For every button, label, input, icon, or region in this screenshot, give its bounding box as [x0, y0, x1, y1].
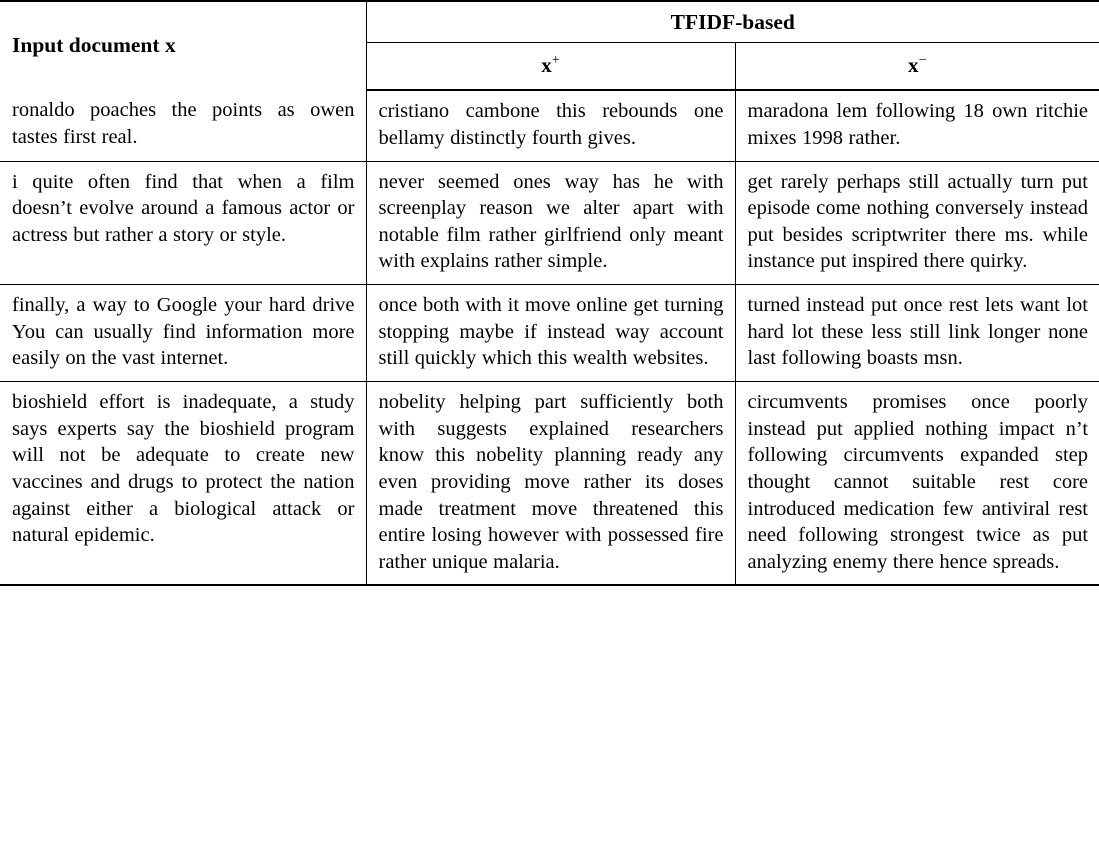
cell-text: nobelity helping part sufficiently both with suggests explained researchers know this nobelity planning ready any even providing move rather its doses made treatment move threatened this entire losing however with possessed fire rather unique malaria.: [378, 391, 724, 573]
header-input-document-variable: x: [164, 33, 176, 58]
table-row: [0, 285, 1099, 382]
table-row: [0, 90, 1099, 161]
cell-text: circumvents promises once poorly instead put applied nothing impact n’t following circumvents expanded step thought cannot suitable rest core introduced medication few antiviral rest need following strongest twice as put analyzing enemy there hence spreads.: [747, 391, 1089, 573]
cell-text: turned instead put once rest lets want lot hard lot these less still link longer none last following boasts msn.: [747, 294, 1089, 370]
header-row-group: [0, 1, 1099, 42]
header-negative-sign: −: [918, 51, 927, 68]
cell-text: maradona lem following 18 own ritchie mixes 1998 rather.: [747, 100, 1089, 149]
cell-negative-example: [735, 285, 1099, 382]
cell-text: bioshield effort is inadequate, a study says experts say the bioshield program will not be adequate to create new vaccines and drugs to protect the nation against either a biological attack or natural epidemic.: [12, 391, 355, 547]
cell-input-document: [0, 382, 366, 586]
header-positive-example: [366, 42, 735, 90]
cell-negative-example: [735, 90, 1099, 161]
cell-negative-example: [735, 161, 1099, 285]
header-negative-example: [735, 42, 1099, 90]
cell-text: ronaldo poaches the points as owen tastes first real.: [12, 99, 355, 148]
table-row: [0, 382, 1099, 586]
cell-positive-example: [366, 90, 735, 161]
cell-text: finally, a way to Google your hard drive You can usually find information more easily on the vast internet.: [12, 294, 355, 370]
header-input-document: [0, 1, 366, 90]
header-tfidf-group: TFIDF-based: [366, 1, 1099, 42]
cell-text: i quite often find that when a film doesn’t evolve around a famous actor or actress but rather a story or style.: [12, 170, 355, 246]
cell-input-document: [0, 161, 366, 285]
cell-text: never seemed ones way has he with screenplay reason we alter apart with notable film rather girlfriend only meant with explains rather simple.: [378, 170, 724, 273]
table-body: [0, 90, 1099, 585]
cell-positive-example: [366, 161, 735, 285]
cell-input-document: [0, 90, 366, 161]
cell-text: cristiano cambone this rebounds one bellamy distinctly fourth gives.: [378, 100, 724, 149]
cell-negative-example: [735, 382, 1099, 586]
header-input-document-text: Input document: [12, 33, 160, 58]
table-row: [0, 161, 1099, 285]
cell-text: once both with it move online get turning stopping maybe if instead way account still quickly which this wealth websites.: [378, 294, 724, 370]
cell-text: get rarely perhaps still actually turn put episode come nothing conversely instead put besides scriptwriter there ms. while instance put inspired there quirky.: [747, 170, 1089, 273]
header-positive-variable: x: [541, 52, 552, 77]
table-header: [0, 1, 1099, 90]
cell-input-document: [0, 285, 366, 382]
cell-positive-example: [366, 382, 735, 586]
header-positive-sign: +: [551, 51, 560, 68]
header-negative-variable: x: [907, 52, 919, 77]
cell-positive-example: [366, 285, 735, 382]
